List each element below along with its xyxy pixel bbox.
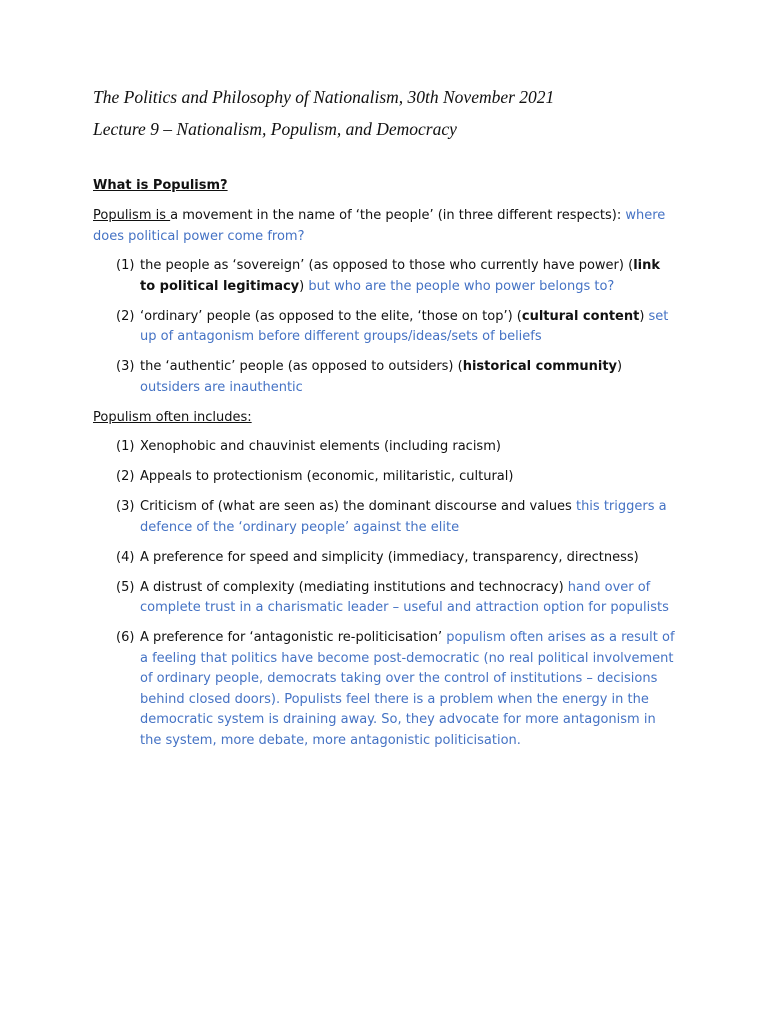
list-item [93,467,678,488]
item-note: set up of antagonism before different groups/ideas/sets of beliefs [140,308,669,344]
item-after: ) [639,308,645,324]
list-number: (1) [116,258,135,273]
list-item [93,578,678,619]
item-text: the ‘authentic’ people (as opposed to outsiders) ( [140,359,463,374]
item-after: ) [617,359,623,374]
section-heading-what-is-populism: What is Populism? [93,178,228,193]
definition-text: a movement in the name of ‘the people’ (in three different respects): [170,208,626,223]
item-text: ‘ordinary’ people (as opposed to the elite, ‘those on top’) ( [140,308,522,324]
list-number: (6) [116,630,135,645]
list-item [93,628,678,751]
item-note: hand over of complete trust in a charismatic leader – useful and attraction option for populists [140,579,669,615]
item-text: Appeals to protectionism (economic, militaristic, cultural) [140,469,514,484]
populism-definition [93,206,678,247]
list-item [93,357,678,398]
populism-respects-list [93,256,678,398]
populism-includes-list [93,437,678,751]
list-number: (1) [116,439,135,454]
list-number: (3) [116,499,135,514]
item-bold: link to political legitimacy [140,258,660,294]
item-note: outsiders are inauthentic [140,379,303,395]
section-heading-populism-includes: Populism often includes: [93,409,252,425]
list-item [93,437,678,458]
item-note: populism often arises as a result of a feeling that politics have become post-democratic (no real political involvement of ordinary people, democrats taking over the control of institutions – decisions behind closed doors). Populists feel there is a problem when the energy in the democratic system is draining away. So, they advocate for more antagonism in the system, more debate, more antagonistic politicisation. [140,630,675,748]
item-text: Xenophobic and chauvinist elements (including racism) [140,439,501,454]
list-number: (2) [116,308,135,324]
item-text: the people as ‘sovereign’ (as opposed to those who currently have power) ( [140,258,634,273]
course-title: The Politics and Philosophy of Nationalism, 30th November 2021 [93,87,555,107]
item-text: Criticism of (what are seen as) the dominant discourse and values [140,499,576,514]
item-text: A preference for ‘antagonistic re-politicisation’ [140,630,447,645]
item-text: A distrust of complexity (mediating institutions and technocracy) [140,579,568,595]
list-item [93,497,678,538]
item-note: but who are the people who power belongs to? [304,278,615,294]
list-number: (4) [116,549,135,565]
list-number: (5) [116,579,135,595]
document-content [93,84,678,761]
definition-term: Populism is [93,208,171,223]
item-note: this triggers a defence of the ‘ordinary people’ against the elite [140,499,667,535]
item-after: ) [299,278,305,294]
item-bold: historical community [462,359,618,374]
definition-note: where does political power come from? [93,208,666,244]
item-text: A preference for speed and simplicity (immediacy, transparency, directness) [140,549,639,565]
list-item [93,256,678,297]
item-bold: cultural content [521,308,640,324]
list-number: (2) [116,469,135,484]
list-number: (3) [116,359,135,374]
lecture-title: Lecture 9 – Nationalism, Populism, and Democracy [93,119,457,139]
list-item [93,548,678,569]
list-item [93,307,678,348]
